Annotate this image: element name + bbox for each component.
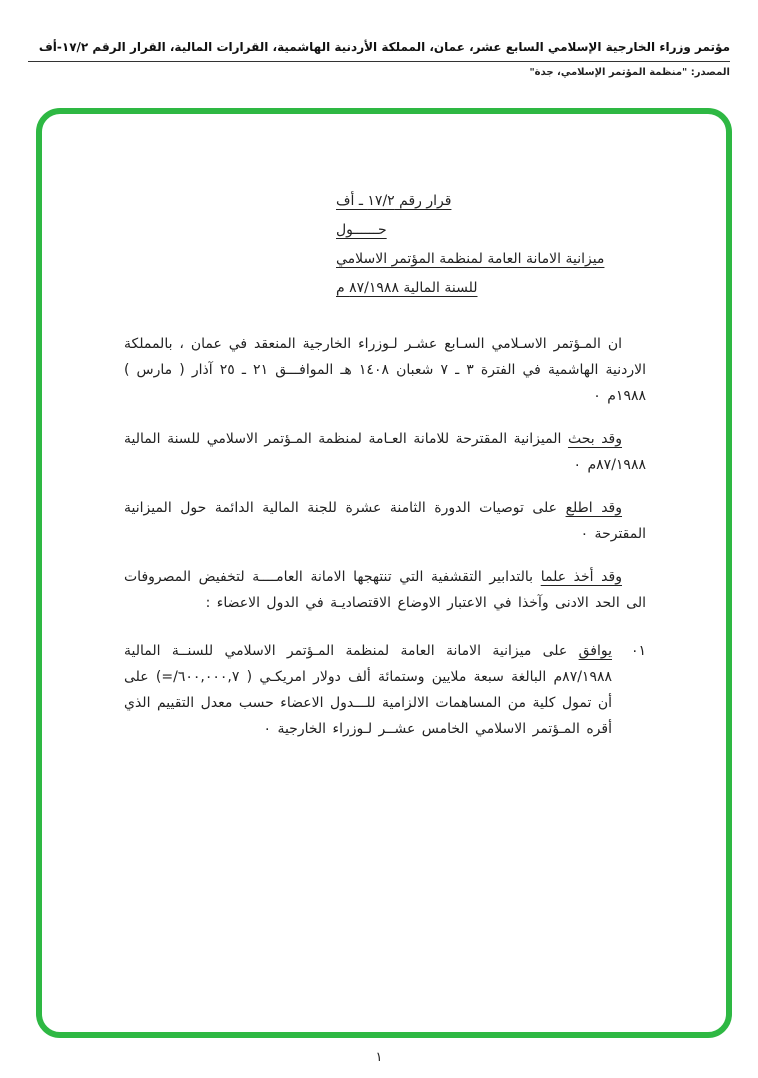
decision-title-block [124, 188, 646, 301]
header-source: المصدر: "منظمة المؤتمر الإسلامي، جدة" [529, 67, 730, 78]
resolution-item-1 [124, 638, 646, 742]
paragraph-austerity-measures [124, 564, 646, 616]
paragraph-lead: وقد اطلع [565, 500, 623, 516]
paragraph-text: بالتدابير التقشفية التي تنتهجها الامانة العامــــة لتخفيض المصروفات الى الحد الادنى وآخذا في الاعتبار الاوضاع الاقتصاديـة في الدول الاعضاء : [124, 569, 646, 611]
paragraph-lead: وقد أخذ علما [540, 569, 622, 585]
decision-fiscal-year-line: للسنة المالية ٨٧/١٩٨٨ م [336, 280, 478, 296]
paragraph-preamble [124, 331, 646, 409]
paragraph-reviewed-budget [124, 426, 646, 478]
item-text: على ميزانية الامانة العامة لمنظمة المـؤتمر الاسلامي للسنــة المالية ٨٧/١٩٨٨م البالغة سبعة ملايين وستمائة ألف دولار امريكـي ‭(=/٦٠٠,٠٠٠,٧ )‬ على أن تمول كلية من المساهمات الالزامية للـــدول الاعضاء حسب معدل التقييم الذي أقره المـؤتمر الاسلامي الخامس عشــر لـوزراء الخارجية ٠ [124, 643, 613, 737]
item-number: ٠١ [630, 643, 646, 659]
paragraph-text: على توصيات الدورة الثامنة عشرة للجنة المالية الدائمة حول الميزانية المقترحة ٠ [124, 500, 646, 542]
document-header [28, 40, 730, 78]
paragraph-text: الميزانية المقترحة للامانة العـامة لمنظمة المـؤتمر الاسلامي للسنة المالية ٨٧/١٩٨٨م ٠ [124, 431, 646, 473]
decision-subject-line: ميزانية الامانة العامة لمنظمة المؤتمر الاسلامي [336, 251, 605, 267]
decision-about-line: حــــــول [336, 222, 387, 238]
item-lead: يوافق [578, 643, 613, 659]
decision-number-line: قرار رقم ١٧/٢ ـ أف [336, 193, 452, 209]
header-title: مؤتمر وزراء الخارجية الإسلامي السابع عشر، عمان، المملكة الأردنية الهاشمية، القرارات المالية، القرار الرقم ١٧/٢-أف [28, 40, 730, 62]
item-paragraph [124, 638, 612, 742]
decree-green-frame [36, 108, 732, 1038]
paragraph-text: ان المـؤتمر الاسـلامي السـابع عشـر لـوزراء الخارجية المنعقد في عمان ، بالمملكة الاردنية الهاشمية في الفترة ٣ ـ ٧ شعبان ١٤٠٨ هـ الموافـــق ٢١ ـ ٢٥ آذار ( مارس ) ١٩٨٨م ٠ [124, 336, 646, 404]
decree-content [42, 114, 726, 1032]
page-number: ١ [375, 1050, 383, 1065]
paragraph-noted-recommendations [124, 495, 646, 547]
paragraph-lead: وقد بحث [567, 431, 623, 447]
